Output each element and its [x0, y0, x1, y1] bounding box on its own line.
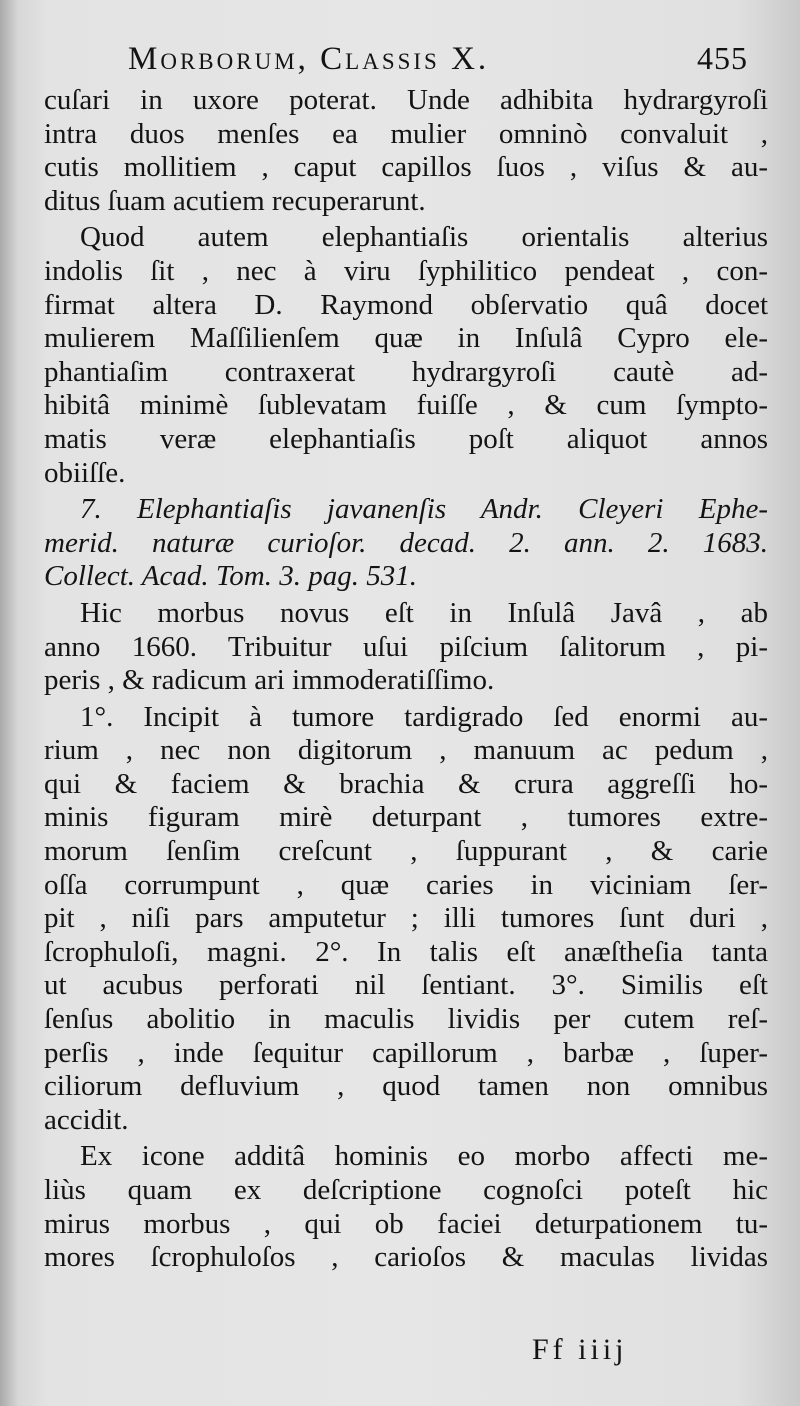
text-line: mirus morbus , qui ob faciei deturpationem tu-	[44, 1207, 768, 1240]
text-line: liùs quam ex deſcriptione cognoſci poteſt hic	[44, 1174, 768, 1206]
text-line: peris , & radicum ari immoderatiſſimo.	[44, 664, 495, 697]
text-line: ſcrophuloſi, magni. 2°. In talis eſt anæſtheſia tanta	[44, 935, 768, 968]
text-line: matis veræ elephantiaſis poſt aliquot annos	[44, 422, 768, 455]
text-line: phantiaſim contraxerat hydrargyroſi cautè ad-	[44, 355, 768, 388]
signature-mark: Ff iiij	[532, 1333, 628, 1366]
citation-line: 7. Elephantiaſis javanenſis Andr. Cleyeri Ephe-	[80, 493, 768, 526]
text-line: oſſa corrumpunt , quæ caries in viciniam ſer-	[44, 868, 768, 901]
text-line: ſenſus abolitio in maculis lividis per cutem reſ-	[44, 1003, 768, 1036]
text-line: anno 1660. Tribuitur uſui piſcium ſalitorum , pi-	[44, 630, 768, 663]
text-line: Quod autem elephantiaſis orientalis alterius	[80, 221, 768, 254]
text-line: Hic morbus novus eſt in Inſulâ Javâ , ab	[80, 596, 768, 629]
citation-line: Collect. Acad. Tom. 3. pag. 531.	[44, 560, 417, 593]
paragraph	[44, 1140, 768, 1274]
text-line: qui & faciem & brachia & crura aggreſſi ho-	[44, 767, 768, 800]
paragraph	[44, 84, 768, 218]
citation-paragraph	[44, 493, 768, 594]
text-line: obiiſſe.	[44, 456, 126, 489]
page-header	[128, 40, 748, 88]
text-line: accidit.	[44, 1103, 129, 1136]
body-text	[44, 84, 768, 1275]
text-line: cutis mollitiem , caput capillos ſuos , viſus & au-	[44, 151, 768, 184]
text-line: minis figuram mirè deturpant , tumores extre-	[44, 801, 768, 834]
text-line: pit , niſi pars amputetur ; illi tumores ſunt duri ,	[44, 902, 768, 935]
text-line: perſis , inde ſequitur capillorum , barbæ , ſuper-	[44, 1036, 768, 1069]
page-number: 455	[697, 40, 748, 76]
text-line: Ex icone additâ hominis eo morbo affecti me-	[80, 1140, 768, 1173]
text-line: intra duos menſes ea mulier omninò convaluit ,	[44, 117, 768, 150]
text-line: morum ſenſim creſcunt , ſuppurant , & carie	[44, 835, 768, 868]
text-line: ditus ſuam acutiem recuperarunt.	[44, 184, 426, 217]
text-line: ciliorum defluvium , quod tamen non omnibus	[44, 1070, 768, 1103]
text-line: cuſari in uxore poterat. Unde adhibita hydrargyroſi	[44, 84, 768, 116]
spine-shadow	[0, 0, 18, 1406]
running-head: Morborum, Classis X.	[128, 41, 490, 77]
text-line: hibitâ minimè ſublevatam fuiſſe , & cum ſympto-	[44, 389, 768, 422]
text-line: firmat altera D. Raymond obſervatio quâ docet	[44, 288, 768, 321]
text-line: indolis ſit , nec à viru ſyphilitico pendeat , con-	[44, 254, 768, 287]
text-line: 1°. Incipit à tumore tardigrado ſed enormi au-	[80, 700, 768, 733]
paragraph	[44, 597, 768, 698]
text-line: mulierem Maſſilienſem quæ in Inſulâ Cypro ele-	[44, 322, 768, 355]
citation-line: merid. naturæ curioſor. decad. 2. ann. 2. 1683.	[44, 526, 768, 559]
text-line: mores ſcrophuloſos , carioſos & maculas lividas	[44, 1241, 768, 1274]
text-line: ut acubus perforati nil ſentiant. 3°. Similis eſt	[44, 969, 768, 1002]
paragraph	[44, 221, 768, 490]
paragraph	[44, 701, 768, 1138]
text-line: rium , nec non digitorum , manuum ac pedum ,	[44, 734, 768, 767]
